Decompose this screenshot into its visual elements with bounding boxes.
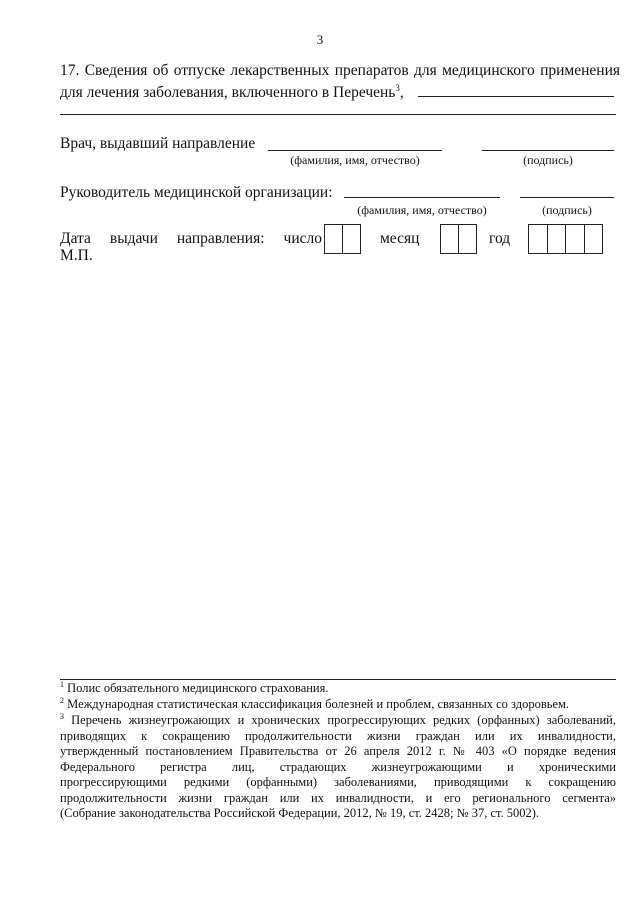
footnote-3-text-1: Перечень жизнеугрожающих и хронических прогрессирующих редких (орфанных) заболеваний, xyxy=(71,713,617,727)
footnote-2 xyxy=(60,697,616,713)
day-label: число xyxy=(283,230,323,247)
footnote-ref-3: 3 xyxy=(395,82,400,93)
head-label: Руководитель медицинской организации: xyxy=(60,184,333,201)
footnote-3-number: 3 xyxy=(60,711,64,721)
footnote-separator xyxy=(60,679,616,680)
footnote-2-text: Международная статистическая классификация болезней и проблем, связанных со здоровьем. xyxy=(67,697,570,711)
year-input[interactable] xyxy=(528,224,603,254)
section-17-fill-line-2[interactable] xyxy=(60,114,616,115)
footnote-3 xyxy=(60,713,616,822)
footnote-3-line3: утвержденный постановлением Правительства от 26 апреля 2012 г. № 403 «О порядке ведения xyxy=(60,744,616,758)
footnote-1 xyxy=(60,681,616,697)
day-cell[interactable] xyxy=(325,225,343,253)
head-signature-line[interactable] xyxy=(520,197,614,198)
doctor-label: Врач, выдавший направление xyxy=(60,135,256,152)
day-cell[interactable] xyxy=(343,225,360,253)
doctor-signature-line[interactable] xyxy=(482,150,614,151)
section-17-heading-text: для лечения заболевания, включенного в Перечень xyxy=(60,84,396,101)
footnote-1-number: 1 xyxy=(60,679,64,689)
stamp-label: М.П. xyxy=(60,247,93,264)
section-17-heading-line1: 17. Сведения об отпуске лекарственных препаратов для медицинского применения xyxy=(60,62,620,79)
issue-date-label-row xyxy=(60,229,322,249)
footnote-1-text: Полис обязательного медицинского страхования. xyxy=(67,681,329,695)
head-name-line[interactable] xyxy=(344,197,500,198)
section-17-fill-line-1[interactable] xyxy=(418,96,614,97)
doctor-name-line[interactable] xyxy=(268,150,442,151)
section-17-comma: , xyxy=(399,84,404,101)
page-number: 3 xyxy=(316,32,324,47)
doctor-signature-caption: (подпись) xyxy=(523,153,573,167)
year-cell[interactable] xyxy=(566,225,585,253)
month-cell[interactable] xyxy=(441,225,459,253)
section-17-heading-line2 xyxy=(60,82,620,104)
footnote-3-line6: продолжительности жизни граждан или их инвалидности, и его регионального сегмента» xyxy=(60,790,616,805)
year-label: год xyxy=(489,230,511,247)
head-name-caption: (фамилия, имя, отчество) xyxy=(357,203,487,217)
month-cell[interactable] xyxy=(459,225,476,253)
month-label: месяц xyxy=(380,230,420,247)
footnote-2-number: 2 xyxy=(60,695,64,705)
year-cell[interactable] xyxy=(548,225,567,253)
footnote-3-line5: прогрессирующими редкими (орфанными) заболеваниями, приводящими к сокращению xyxy=(60,775,616,789)
issue-date-label: Дата выдачи направления: xyxy=(60,230,265,247)
doctor-name-caption: (фамилия, имя, отчество) xyxy=(290,153,420,167)
footnote-3-line7: (Собрание законодательства Российской Федерации, 2012, № 19, ст. 2428; № 37, ст. 5002). xyxy=(60,806,540,820)
year-cell[interactable] xyxy=(529,225,548,253)
footnote-3-line4: Федерального регистра лиц, страдающих жизнеугрожающими и хроническими xyxy=(60,759,616,774)
year-cell[interactable] xyxy=(585,225,603,253)
footnote-3-line2: приводящих к сокращению продолжительности жизни граждан или их инвалидности, xyxy=(60,728,616,743)
head-signature-caption: (подпись) xyxy=(542,203,592,217)
month-input[interactable] xyxy=(440,224,477,254)
day-input[interactable] xyxy=(324,224,361,254)
footnote-3-line1 xyxy=(60,713,616,729)
